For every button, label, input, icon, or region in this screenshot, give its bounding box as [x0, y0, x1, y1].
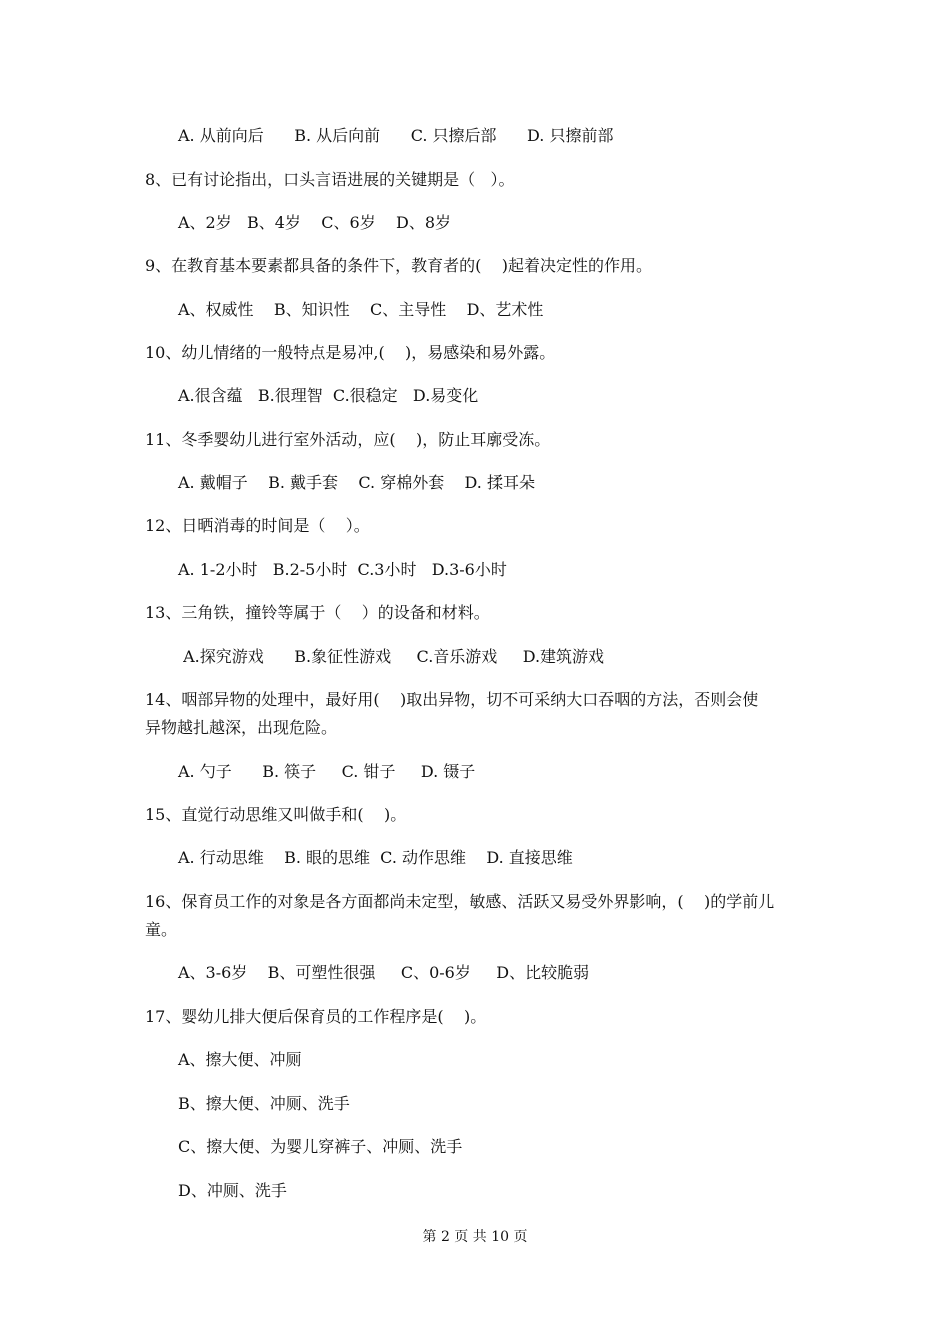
q17-option-c: C、擦大便、为婴儿穿裤子、冲厕、洗手 — [178, 1137, 463, 1156]
page-footer: 第 2 页 共 10 页 — [422, 1229, 528, 1245]
q15-options: A. 行动思维 B. 眼的思维 C. 动作思维 D. 直接思维 — [178, 848, 573, 867]
q8-options: A、2岁 B、4岁 C、6岁 D、8岁 — [178, 213, 452, 232]
q9-options: A、权威性 B、知识性 C、主导性 D、艺术性 — [178, 300, 544, 319]
q11-stem: 11、冬季婴幼儿进行室外活动，应( )，防止耳廓受冻。 — [145, 430, 551, 449]
q13-stem: 13、三角铁，撞铃等属于（ ）的设备和材料。 — [145, 603, 490, 622]
q14-stem-cont: 异物越扎越深，出现危险。 — [145, 718, 338, 737]
q15-stem: 15、直觉行动思维又叫做手和( )。 — [145, 805, 407, 824]
q10-stem: 10、幼儿情绪的一般特点是易冲,( )，易感染和易外露。 — [145, 343, 556, 362]
q12-stem: 12、日晒消毒的时间是（ ）。 — [145, 516, 370, 535]
q13-options: A.探究游戏 B.象征性游戏 C.音乐游戏 D.建筑游戏 — [178, 647, 605, 666]
q10-options: A.很含蕴 B.很理智 C.很稳定 D.易变化 — [178, 386, 479, 405]
q16-stem-cont: 童。 — [145, 920, 178, 939]
q9-stem: 9、在教育基本要素都具备的条件下，教育者的( )起着决定性的作用。 — [145, 256, 653, 275]
q16-stem: 16、保育员工作的对象是各方面都尚未定型，敏感、活跃又易受外界影响，( )的学前儿 — [145, 892, 775, 911]
q8-stem: 8、已有讨论指出，口头言语进展的关键期是（ ）。 — [145, 170, 515, 189]
q12-options: A. 1-2小时 B.2-5小时 C.3小时 D.3-6小时 — [178, 560, 507, 579]
q17-option-a: A、擦大便、冲厕 — [178, 1050, 302, 1069]
q17-option-b: B、擦大便、冲厕、洗手 — [178, 1094, 350, 1113]
q7-options: A. 从前向后 B. 从后向前 C. 只擦后部 D. 只擦前部 — [178, 126, 614, 145]
q14-options: A. 勺子 B. 筷子 C. 钳子 D. 镊子 — [178, 762, 476, 781]
q14-stem: 14、咽部异物的处理中，最好用( )取出异物，切不可采纳大口吞咽的方法，否则会使 — [145, 690, 759, 709]
q16-options: A、3-6岁 B、可塑性很强 C、0-6岁 D、比较脆弱 — [178, 963, 590, 982]
q11-options: A. 戴帽子 B. 戴手套 C. 穿棉外套 D. 揉耳朵 — [178, 473, 535, 492]
q17-stem: 17、婴幼儿排大便后保育员的工作程序是( )。 — [145, 1007, 487, 1026]
q17-option-d: D、冲厕、洗手 — [178, 1181, 287, 1200]
